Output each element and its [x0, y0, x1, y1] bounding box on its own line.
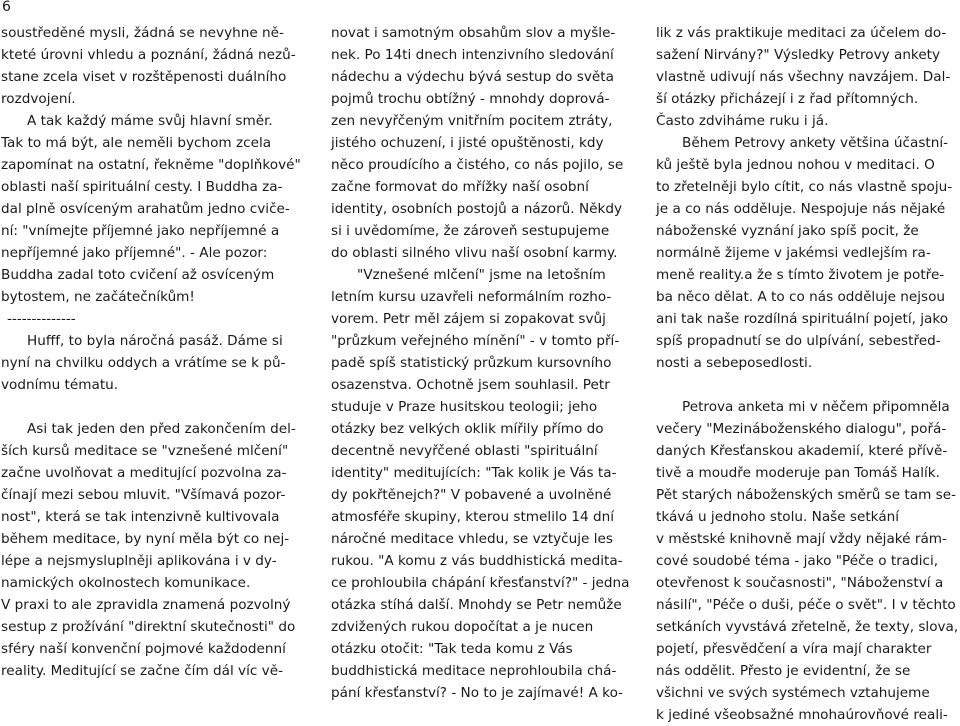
- text-line: meně reality.a že s tímto životem je potře-: [656, 267, 945, 283]
- text-line: lépe a nejsmysluplněji aplikována i v dy-: [1, 553, 277, 569]
- text-line: ní: "vnímejte příjemné jako nepříjemné a: [1, 223, 280, 239]
- text-line: padě spíš statistický průzkum kursovního: [331, 355, 612, 371]
- text-line: nosti a sebeposedlosti.: [656, 355, 813, 371]
- text-line: Během Petrovy ankety většina účastní-: [682, 135, 949, 151]
- paragraph-gap: [1, 396, 306, 418]
- text-line: cové soudobé téma - jako "Péče o tradici,: [656, 553, 939, 569]
- text-line: decentně nevyřčené oblasti "spirituální: [331, 443, 598, 459]
- text-line: rukou. "A komu z vás buddhistická medita-: [331, 553, 623, 569]
- text-line: vodnímu tématu.: [1, 377, 119, 393]
- text-line: rozdvojení.: [1, 91, 76, 107]
- text-line: spíš propadnutí se do ulpívání, sebestřed-: [656, 333, 941, 349]
- text-line: je a co nás odděluje. Nespojuje nás nějaké: [656, 201, 946, 217]
- text-line: V praxi to ale zpravidla znamená pozvolný: [1, 597, 291, 613]
- text-line: Petrova anketa mi v něčem připomněla: [682, 399, 950, 415]
- text-line: bytostem, ne začátečníkům!: [1, 289, 195, 305]
- text-line: buddhistická meditace neprohloubila chá-: [331, 663, 617, 679]
- text-line: ba něco dělat. A to co nás odděluje nejsou: [656, 289, 946, 305]
- text-line: Hufff, to byla náročná pasáž. Dáme si: [27, 333, 283, 349]
- text-line: večery "Mezináboženského dialogu", pořá-: [656, 421, 947, 437]
- page-number: 6: [2, 0, 11, 15]
- text-line: osazenstva. Ochotně jsem souhlasil. Petr: [331, 377, 610, 393]
- text-line: pojetí, přesvědčení a víra mají charakter: [656, 641, 932, 657]
- text-line: namických okolnostech komunikace.: [1, 575, 251, 591]
- text-line: soustředěné mysli, žádná se nevyhne ně-: [1, 25, 284, 41]
- text-line: A tak každý máme svůj hlavní směr.: [27, 113, 273, 129]
- text-column-1: [1, 22, 306, 682]
- text-line: ce prohloubila chápání křesťanství?" - jedna: [331, 575, 630, 591]
- text-line: nyní na chvilku oddych a vrátíme se k pů-: [1, 355, 286, 371]
- text-line: Buddha zadal toto cvičení až osvíceným: [1, 267, 275, 283]
- text-line: otevřenost k současnosti", "Náboženství a: [656, 575, 944, 591]
- text-line: v městské knihovně mají vždy nějaké rám-: [656, 531, 947, 547]
- text-line: nepříjemné jako příjemné". - Ale pozor:: [1, 245, 268, 261]
- text-line: sféry naší konvenční pojmové každodenní: [1, 641, 286, 657]
- text-line: normálně žijeme v jakémsi vedlejším ra-: [656, 245, 931, 261]
- text-line: setkáních vyvstává zřetelně, že texty, slova,: [656, 619, 959, 635]
- text-line: otázku otočit: "Tak teda komu z Vás: [331, 641, 573, 657]
- text-line: zen nevyřčeným vnitřním pocitem ztráty,: [331, 113, 613, 129]
- text-line: atmosféře skupiny, kterou stmelilo 14 dní: [331, 509, 615, 525]
- text-line: ani tak naše rozdílná spirituální pojetí, jako: [656, 311, 949, 327]
- text-line: studuje v Praze husitskou teologii; jeho: [331, 399, 598, 415]
- text-line: začne formovat do mřížky naší osobní: [331, 179, 589, 195]
- text-line: nás oddělit. Přesto je evidentní, že se: [656, 663, 911, 679]
- text-line: sestup z prožívání "direktní skutečnosti" do: [1, 619, 296, 635]
- text-line: ků ještě byla jednou nohou v meditaci. O: [656, 157, 935, 173]
- text-line: zapomínat na ostatní, řekněme "doplňkové": [1, 157, 301, 173]
- text-line: nek. Po 14ti dnech intenzivního sledování: [331, 47, 614, 63]
- text-line: násilí", "Péče o duši, péče o svět". I v těchto: [656, 597, 956, 613]
- text-line: Asi tak jeden den před zakončením del-: [27, 421, 296, 437]
- text-line: začne uvolňovat a meditující pozvolna za-: [1, 465, 287, 481]
- text-line: si i uvědomíme, že zároveň sestupujeme: [331, 223, 610, 239]
- text-line: kteté úrovni vhledu a poznání, žádná nezů-: [1, 47, 296, 63]
- text-line: stane zcela viset v rozštěpenosti duálního: [1, 69, 287, 85]
- text-line: pojmů trochu obtížný - mnohdy doprová-: [331, 91, 610, 107]
- text-line: oblasti naší spirituální cesty. I Buddha za-: [1, 179, 283, 195]
- text-line: otázky bez velkých oklik mířily přímo do: [331, 421, 604, 437]
- text-line: identity, osobních postojů a názorů. Někdy: [331, 201, 623, 217]
- text-line: náročné meditace vhledu, se vztyčuje les: [331, 531, 613, 547]
- text-line: "průzkum veřejného mínění" - v tomto pří-: [331, 333, 620, 349]
- paragraph-gap: [656, 374, 956, 396]
- text-line: k jediné všeobsažné mnohaúrovňové reali-: [656, 707, 948, 723]
- text-line: tkává u jednoho stolu. Naše setkání: [656, 509, 900, 525]
- text-line: sažení Nirvány?" Výsledky Petrovy ankety: [656, 47, 941, 63]
- text-line: nost", která se tak intenzivně kultivovala: [1, 509, 280, 525]
- text-line: dal plně osvíceným arahatům jedno cviče-: [1, 201, 290, 217]
- text-line: to zřetelněji bylo cítit, co nás vlastně spoju-: [656, 179, 953, 195]
- text-line: ších kursů meditace se "vznešené mlčení": [1, 443, 289, 459]
- text-line: --------------: [7, 311, 76, 327]
- text-line: reality. Meditující se začne čím dál víc vě-: [1, 663, 283, 679]
- text-line: nádechu a výdechu bývá sestup do světa: [331, 69, 614, 85]
- text-line: Často zdviháme ruku i já.: [656, 113, 829, 129]
- text-line: náboženské vyznání jako spíš pocit, že: [656, 223, 919, 239]
- text-line: lik z vás praktikuje meditaci za účelem do-: [656, 25, 947, 41]
- text-line: všichni ve svých systémech vztahujeme: [656, 685, 930, 701]
- text-line: novat i samotným obsahům slov a myšle-: [331, 25, 616, 41]
- text-line: pání křesťanství? - No to je zajímavé! A ko-: [331, 685, 624, 701]
- text-line: otázka stíhá další. Mnohdy se Petr nemůže: [331, 597, 622, 613]
- text-line: zdvižených rukou dopočítat a je nucen: [331, 619, 594, 635]
- text-line: dy pokřtěnejch?" V pobavené a uvolněné: [331, 487, 612, 503]
- text-line: letním kursu uzavřeli neformálním rozho-: [331, 289, 612, 305]
- text-line: ší otázky přicházejí i z řad přítomných.: [656, 91, 919, 107]
- text-line: tivě a moudře moderuje pan Tomáš Halík.: [656, 465, 940, 481]
- text-line: identity" meditujících: "Tak kolik je Vás ta-: [331, 465, 617, 481]
- text-line: Tak to má být, ale neměli bychom zcela: [1, 135, 272, 151]
- text-column-2: [331, 22, 631, 704]
- text-line: jistého ochuzení, i jisté opuštěnosti, kdy: [331, 135, 604, 151]
- text-line: něco proudícího a čistého, co nás pojilo, se: [331, 157, 624, 173]
- text-line: "Vznešené mlčení" jsme na letošním: [357, 267, 606, 283]
- text-line: vorem. Petr měl zájem si zopakovat svůj: [331, 311, 606, 327]
- text-line: vlastně udivují nás všechny navzájem. Dal-: [656, 69, 951, 85]
- text-line: daných Křesťanskou akademií, které přívě-: [656, 443, 948, 459]
- text-line: do oblasti silného vlivu naší osobní karmy.: [331, 245, 618, 261]
- text-line: čínají mezi sebou mluvit. "Všímavá pozor-: [1, 487, 286, 503]
- text-line: Pět starých náboženských směrů se tam se-: [656, 487, 956, 503]
- text-line: během meditace, by nyní měla být co nej-: [1, 531, 290, 547]
- text-column-3: [656, 22, 959, 726]
